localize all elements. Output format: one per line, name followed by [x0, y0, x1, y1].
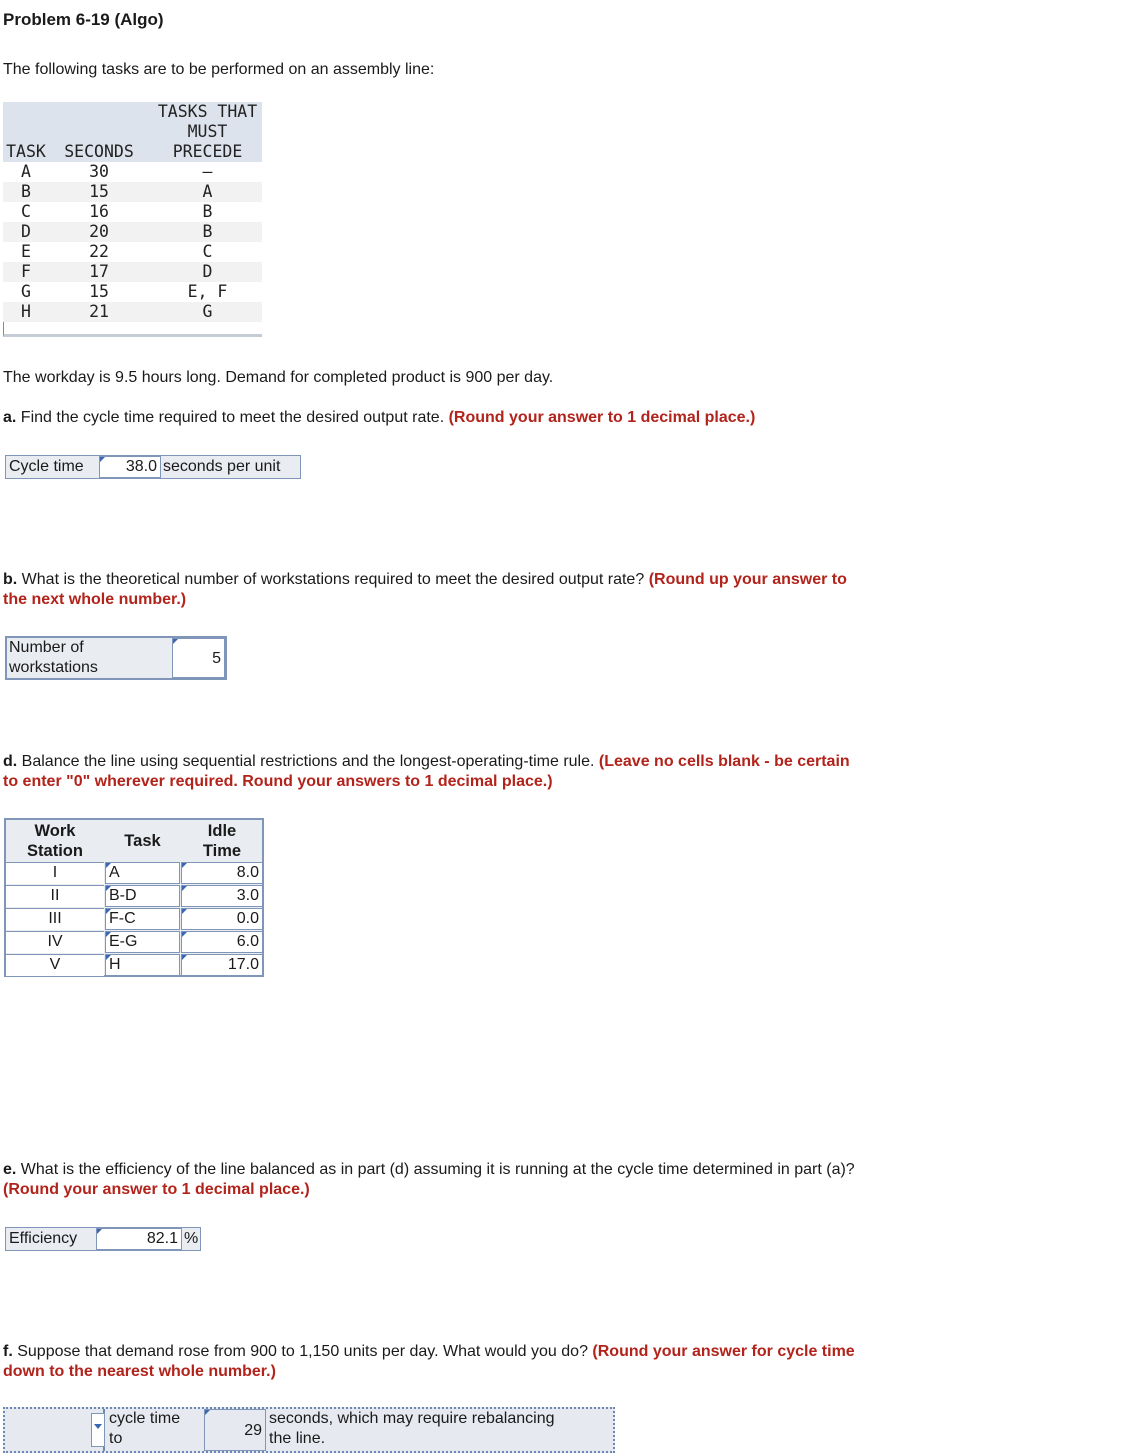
precede-cell: C [202, 242, 213, 261]
input-flag-icon [97, 1229, 102, 1234]
idle-value: 8.0 [236, 864, 259, 881]
task-value: B-D [109, 887, 137, 904]
part-f-instruction-1: (Round your answer for cycle time [592, 1343, 855, 1360]
new-cycle-time-input[interactable] [204, 1409, 266, 1451]
input-flag-icon [205, 1410, 210, 1415]
input-flag-icon [182, 863, 187, 868]
header-seconds: SECONDS [64, 142, 134, 161]
precede-cell: A [202, 182, 213, 201]
part-a-question [3, 408, 755, 428]
seconds-cell: 20 [89, 222, 109, 241]
station-cell: I [52, 864, 58, 881]
part-b-instruction-1: (Round up your answer to [648, 571, 847, 588]
new-cycle-time-value: 29 [244, 1422, 262, 1439]
idle-time-input[interactable] [181, 885, 263, 907]
part-d-question-text: Balance the line using sequential restrictions and the longest-operating-time rule. [21, 753, 595, 770]
rebalance-text-1: seconds, which may require rebalancing [269, 1410, 555, 1427]
part-e-question [3, 1160, 1133, 1200]
part-b-instruction-2: the next whole number.) [3, 591, 187, 608]
table-row [3, 202, 262, 222]
cycle-time-value: 38.0 [125, 458, 157, 475]
cycle-time-row [5, 455, 301, 479]
intro-text: The following tasks are to be performed on an assembly line: [3, 61, 435, 78]
chevron-down-icon [94, 1424, 102, 1429]
part-b-question [3, 570, 1133, 610]
precede-cell: E, F [187, 282, 228, 301]
part-e-question-text: What is the efficiency of the line balanced as in part (d) assuming it is running at the cycle time determined in part (a)? [20, 1161, 855, 1178]
cycle-time-label: Cycle time [9, 458, 84, 475]
task-input[interactable] [105, 885, 180, 907]
task-table [3, 102, 262, 337]
table-row [3, 262, 262, 282]
idle-time-input[interactable] [181, 908, 263, 930]
input-flag-icon [182, 886, 187, 891]
header-precede-1: TASKS THAT [157, 102, 258, 121]
task-table-footer [3, 322, 262, 337]
task-cell: E [21, 242, 31, 261]
input-flag-icon [182, 909, 187, 914]
seconds-cell: 16 [89, 202, 109, 221]
task-cell: G [21, 282, 31, 301]
idle-time-input[interactable] [181, 954, 263, 976]
task-value: F-C [109, 910, 136, 927]
part-d-instruction-2: to enter "0" wherever required. Round your answers to 1 decimal place.) [3, 773, 553, 790]
idle-value: 3.0 [236, 887, 259, 904]
seconds-cell: 17 [89, 262, 109, 281]
header-precede-3: PRECEDE [172, 142, 243, 161]
precede-cell: D [202, 262, 213, 281]
part-f-question [3, 1342, 1133, 1382]
header-station-1: Work [34, 822, 76, 840]
action-select[interactable] [5, 1409, 105, 1451]
task-cell: A [21, 162, 31, 181]
input-flag-icon [182, 932, 187, 937]
task-value: H [109, 956, 121, 973]
workstations-row [5, 636, 227, 680]
table-row [3, 302, 262, 322]
task-cell: F [21, 262, 31, 281]
task-cell: B [21, 182, 31, 201]
header-station-2: Station [27, 842, 83, 860]
header-task: TASK [6, 142, 46, 161]
efficiency-row [5, 1227, 201, 1251]
table-row [3, 222, 262, 242]
workstations-label-2: workstations [9, 659, 98, 676]
header-task: Task [124, 832, 161, 850]
input-flag-icon [106, 886, 111, 891]
station-cell: II [50, 887, 60, 904]
cycle-time-text-2: to [109, 1430, 123, 1447]
part-d-instruction-1: (Leave no cells blank - be certain [598, 753, 850, 770]
part-d-question [3, 752, 1133, 792]
part-f-label: f. [3, 1343, 13, 1360]
input-flag-icon [173, 639, 178, 644]
task-input[interactable] [105, 931, 180, 953]
idle-time-input[interactable] [181, 931, 263, 953]
input-flag-icon [100, 457, 105, 462]
part-d-label: d. [3, 753, 18, 770]
input-flag-icon [106, 909, 111, 914]
part-a-instruction: (Round your answer to 1 decimal place.) [448, 409, 756, 426]
precede-cell: B [202, 222, 213, 241]
balance-table [4, 818, 264, 977]
part-f-question-text: Suppose that demand rose from 900 to 1,150 units per day. What would you do? [17, 1343, 588, 1360]
input-flag-icon [106, 955, 111, 960]
page-title: Problem 6-19 (Algo) [3, 10, 164, 29]
efficiency-label: Efficiency [9, 1230, 78, 1247]
workstations-input[interactable] [172, 638, 225, 678]
select-dropdown-button[interactable] [91, 1413, 105, 1447]
precede-cell: B [202, 202, 213, 221]
input-flag-icon [182, 955, 187, 960]
task-value: A [109, 864, 120, 881]
seconds-cell: 21 [89, 302, 109, 321]
part-b-question-text: What is the theoretical number of workstations required to meet the desired output rate? [21, 571, 645, 588]
precede-cell: G [202, 302, 213, 321]
input-flag-icon [106, 863, 111, 868]
table-row [3, 282, 262, 302]
precede-cell: – [202, 162, 213, 181]
rebalance-text-2: the line. [269, 1430, 326, 1447]
header-idle-1: Idle [207, 822, 237, 840]
part-a-question-text: Find the cycle time required to meet the desired output rate. [20, 409, 445, 426]
efficiency-input[interactable] [96, 1228, 182, 1250]
workstations-value: 5 [212, 650, 221, 667]
task-input[interactable] [105, 862, 180, 884]
task-table-header [3, 102, 262, 162]
task-value: E-G [109, 933, 138, 950]
cycle-time-unit: seconds per unit [163, 458, 281, 475]
header-precede-2: MUST [187, 122, 228, 141]
efficiency-unit: % [184, 1230, 199, 1247]
input-flag-icon [106, 932, 111, 937]
task-cell: C [21, 202, 31, 221]
task-input[interactable] [105, 954, 180, 976]
task-input[interactable] [105, 908, 180, 930]
part-e-label: e. [3, 1161, 17, 1178]
workstations-label-1: Number of [9, 639, 84, 656]
seconds-cell: 15 [89, 182, 109, 201]
part-a-label: a. [3, 409, 17, 426]
cycle-time-text-1: cycle time [109, 1410, 181, 1427]
part-b-label: b. [3, 571, 18, 588]
idle-value: 6.0 [236, 933, 259, 950]
station-cell: IV [47, 933, 63, 950]
task-cell: D [21, 222, 31, 241]
idle-time-input[interactable] [181, 862, 263, 884]
table-row [3, 182, 262, 202]
station-cell: V [49, 956, 61, 973]
table-row [3, 242, 262, 262]
part-e-instruction: (Round your answer to 1 decimal place.) [3, 1181, 310, 1198]
task-cell: H [21, 302, 31, 321]
part-f-answer-row [3, 1407, 615, 1453]
station-cell: III [48, 910, 62, 927]
cycle-time-input[interactable] [99, 456, 161, 478]
seconds-cell: 30 [89, 162, 109, 181]
table-row [3, 162, 262, 182]
idle-value: 17.0 [227, 956, 259, 973]
seconds-cell: 22 [89, 242, 109, 261]
header-idle-2: Time [202, 842, 242, 860]
seconds-cell: 15 [89, 282, 109, 301]
idle-value: 0.0 [236, 910, 259, 927]
workday-text: The workday is 9.5 hours long. Demand for completed product is 900 per day. [3, 369, 554, 386]
efficiency-value: 82.1 [146, 1230, 178, 1247]
part-f-instruction-2: down to the nearest whole number.) [3, 1363, 276, 1380]
